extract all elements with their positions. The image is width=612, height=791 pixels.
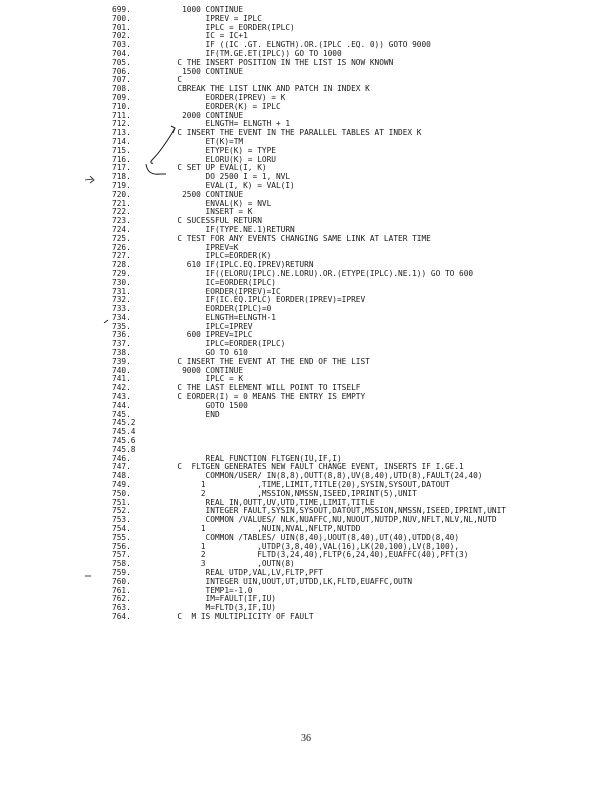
page-number: 36 [301, 733, 311, 744]
line-code [168, 419, 506, 428]
line-code: 9000 CONTINUE [168, 365, 244, 375]
line-code [168, 428, 506, 437]
line-number: 758. [112, 559, 131, 569]
line-number: 735. [112, 321, 131, 331]
line-code: IPLC = K [168, 374, 244, 384]
line-number: 737. [112, 339, 131, 349]
line-number: 742. [112, 383, 131, 393]
line-code: ELNGTH= ELNGTH + 1 [168, 119, 291, 129]
line-code: COMMON /TABLES/ UIN(8,40),UOUT(8,40),UT(40),UTDD(8,40) [168, 532, 460, 542]
line-code: GO TO 610 [168, 348, 248, 358]
line-code: 1500 CONTINUE [168, 66, 244, 76]
line-number: 734. [112, 312, 131, 322]
line-number: 716. [112, 154, 131, 164]
line-code: IPLC = EORDER(IPLC) [168, 22, 295, 32]
line-number: 715. [112, 145, 131, 155]
line-code: EORDER(IPREV)=IC [168, 286, 281, 296]
line-code: REAL UTDP,VAL,LV,FLTP,PFT [168, 568, 323, 577]
line-number: 725. [112, 233, 131, 243]
code-line [112, 437, 506, 446]
line-code [168, 437, 506, 446]
line-number: 701. [112, 22, 131, 32]
line-number: 750. [112, 488, 131, 498]
line-code: IF(IC.EQ.IPLC) EORDER(IPREV)=IPREV [168, 295, 366, 305]
code-listing [112, 6, 506, 622]
line-number: 732. [112, 295, 131, 305]
line-number: 726. [112, 242, 131, 252]
line-number: 741. [112, 374, 131, 384]
line-code: 2000 CONTINUE [168, 110, 244, 120]
line-number: 731. [112, 286, 131, 296]
line-number: 752. [112, 506, 131, 516]
line-number: 757. [112, 550, 131, 560]
line-number: 699. [112, 5, 131, 14]
line-code: C M IS MULTIPLICITY OF FAULT [168, 611, 314, 621]
line-number: 709. [112, 92, 131, 102]
line-code: 1 ,TIME,LIMIT,TITLE(20),SYSIN,SYSOUT,DATOUT [168, 480, 450, 490]
line-number: 743. [112, 392, 131, 402]
line-number: 730. [112, 277, 131, 287]
line-number: 708. [112, 84, 131, 94]
line-code: IPREV = IPLC [168, 13, 262, 23]
line-code: END [168, 409, 220, 419]
line-code: C THE INSERT POSITION IN THE LIST IS NOW KNOWN [168, 57, 394, 67]
line-code: 1 ,NUIN,NVAL,NFLTP,NUTDD [168, 524, 361, 534]
line-number: 724. [112, 224, 131, 234]
line-code: ENVAL(K) = NVL [168, 198, 272, 208]
line-number: 707. [112, 75, 131, 85]
line-code: 1000 CONTINUE [168, 5, 244, 14]
line-number: 749. [112, 480, 131, 490]
line-code: C EORDER(I) = 0 MEANS THE ENTRY IS EMPTY [168, 392, 366, 402]
pen-tick-mark [104, 320, 108, 323]
line-code: COMMON /VALUES/ NLK,NUAFFC,NU,NUOUT,NUTDP,NUV,NFLT,NLV,NL,NUTD [168, 515, 497, 525]
pen-mark-margin [85, 176, 94, 183]
line-number: 759. [112, 568, 131, 577]
line-number: 704. [112, 48, 131, 58]
line-code: ET(K)=TM [168, 136, 244, 146]
line-code: CBREAK THE LIST LINK AND PATCH IN INDEX K [168, 84, 370, 94]
line-code: C FLTGEN GENERATES NEW FAULT CHANGE EVENT, INSERTS IF I.GE.1 [168, 462, 464, 472]
line-number: 756. [112, 541, 131, 551]
line-code: IF(TYPE.NE.1)RETURN [168, 224, 295, 234]
line-number: 702. [112, 31, 131, 41]
line-code: IPLC=IPREV [168, 321, 253, 331]
line-number: 722. [112, 207, 131, 217]
line-code: INSERT = K [168, 207, 253, 217]
line-code: EORDER(IPLC)=0 [168, 304, 272, 314]
line-number: 733. [112, 304, 131, 314]
line-code: IF((ELORU(IPLC).NE.LORU).OR.(ETYPE(IPLC).NE.1)) GO TO 600 [168, 268, 474, 278]
line-number: 762. [112, 594, 131, 604]
line-code: ELNGTH=ELNGTH-1 [168, 312, 276, 322]
line-number: 739. [112, 356, 131, 366]
line-number: 719. [112, 180, 131, 190]
line-number: 745.8 [112, 444, 136, 454]
line-code: 610 IF(IPLC.EQ.IPREV)RETURN [168, 260, 314, 270]
line-code: IPREV=K [168, 242, 239, 252]
line-number: 755. [112, 532, 131, 542]
line-code: C INSERT THE EVENT IN THE PARALLEL TABLES AT INDEX K [168, 128, 422, 138]
line-code: C [168, 75, 183, 85]
line-number: 710. [112, 101, 131, 111]
line-number: 751. [112, 497, 131, 507]
line-code: IPLC=EORDER(K) [168, 251, 272, 261]
line-code: ELORU(K) = LORU [168, 154, 276, 164]
line-code: M=FLTD(3,IF,IU) [168, 603, 276, 613]
line-number: 746. [112, 453, 131, 463]
line-number: 712. [112, 119, 131, 129]
line-code: INTEGER FAULT,SYSIN,SYSOUT,DATOUT,MSSION,NMSSN,ISEED,IPRINT,UNIT [168, 506, 506, 516]
line-code: REAL IN,OUTT,UV,UTD,TIME,LIMIT,TITLE [168, 497, 375, 507]
line-number: 721. [112, 198, 131, 208]
code-line [112, 428, 506, 437]
line-number: 745.2 [112, 418, 136, 428]
line-code: 2500 CONTINUE [168, 189, 244, 199]
line-code: 1 ,UTDP(3,8,40),VAL(16),LK(20,100),LV(8,100), [168, 541, 460, 551]
line-code: 3 ,OUTN(8) [168, 559, 295, 569]
line-number: 745.6 [112, 436, 136, 446]
line-number: 729. [112, 268, 131, 278]
line-number: 713. [112, 128, 131, 138]
line-code: IF ((IC .GT. ELNGTH).OR.(IPLC .EQ. 0)) GOTO 9000 [168, 40, 431, 50]
line-number: 723. [112, 216, 131, 226]
line-code: TEMP1=-1.0 [168, 585, 253, 595]
line-number: 745. [112, 409, 131, 419]
line-code: 2 FLTD(3,24,40),FLTP(6,24,40),EUAFFC(40),PFT(3) [168, 550, 469, 560]
line-code: DO 2500 I = 1, NVL [168, 172, 291, 182]
line-number: 711. [112, 110, 131, 120]
line-code: C TEST FOR ANY EVENTS CHANGING SAME LINK AT LATER TIME [168, 233, 431, 243]
line-code: EVAL(I, K) = VAL(I) [168, 180, 295, 190]
line-number: 763. [112, 603, 131, 613]
line-code: C SUCESSFUL RETURN [168, 216, 262, 226]
line-number: 753. [112, 515, 131, 525]
line-number: 706. [112, 66, 131, 76]
line-code: IC=EORDER(IPLC) [168, 277, 276, 287]
line-number: 744. [112, 400, 131, 410]
line-code: C INSERT THE EVENT AT THE END OF THE LIST [168, 356, 370, 366]
line-number: 700. [112, 13, 131, 23]
line-code: INTEGER UIN,UOUT,UT,UTDD,LK,FLTD,EUAFFC,OUTN [168, 576, 413, 586]
line-code: ETYPE(K) = TYPE [168, 145, 276, 155]
line-code: C SET UP EVAL(I, K) [168, 163, 267, 173]
line-code: GOTO 1500 [168, 400, 248, 410]
line-code: REAL FUNCTION FLTGEN(IU,IF,I) [168, 453, 342, 463]
line-number: 745.4 [112, 427, 136, 437]
line-number: 740. [112, 365, 131, 375]
line-code: EORDER(K) = IPLC [168, 101, 281, 111]
line-number: 738. [112, 348, 131, 358]
line-code: 600 IPREV=IPLC [168, 330, 253, 340]
line-number: 747. [112, 462, 131, 472]
code-line [112, 613, 506, 622]
line-number: 705. [112, 57, 131, 67]
line-number: 748. [112, 471, 131, 481]
line-number: 728. [112, 260, 131, 270]
line-number: 760. [112, 576, 131, 586]
line-number: 720. [112, 189, 131, 199]
line-number: 718. [112, 172, 131, 182]
line-number: 761. [112, 585, 131, 595]
line-number: 736. [112, 330, 131, 340]
code-line [112, 411, 506, 420]
line-code: C THE LAST ELEMENT WILL POINT TO ITSELF [168, 383, 361, 393]
line-number: 764. [112, 611, 131, 621]
code-line [112, 419, 506, 428]
line-code: 2 ,MSSION,NMSSN,ISEED,IPRINT(5),UNIT [168, 488, 417, 498]
line-number: 754. [112, 524, 131, 534]
line-code: COMMON/USER/ IN(8,8),OUTT(8,8),UV(8,40),UTD(8),FAULT(24,40) [168, 471, 483, 481]
line-number: 703. [112, 40, 131, 50]
line-code: IF(TM.GE.ET(IPLC)) GO TO 1000 [168, 48, 342, 58]
line-number: 727. [112, 251, 131, 261]
line-code: EORDER(IPREV) = K [168, 92, 286, 102]
line-code: IC = IC+1 [168, 31, 248, 41]
line-number: 714. [112, 136, 131, 146]
line-code: IPLC=EORDER(IPLC) [168, 339, 286, 349]
line-number: 717. [112, 163, 131, 173]
line-code: IM=FAULT(IF,IU) [168, 594, 276, 604]
